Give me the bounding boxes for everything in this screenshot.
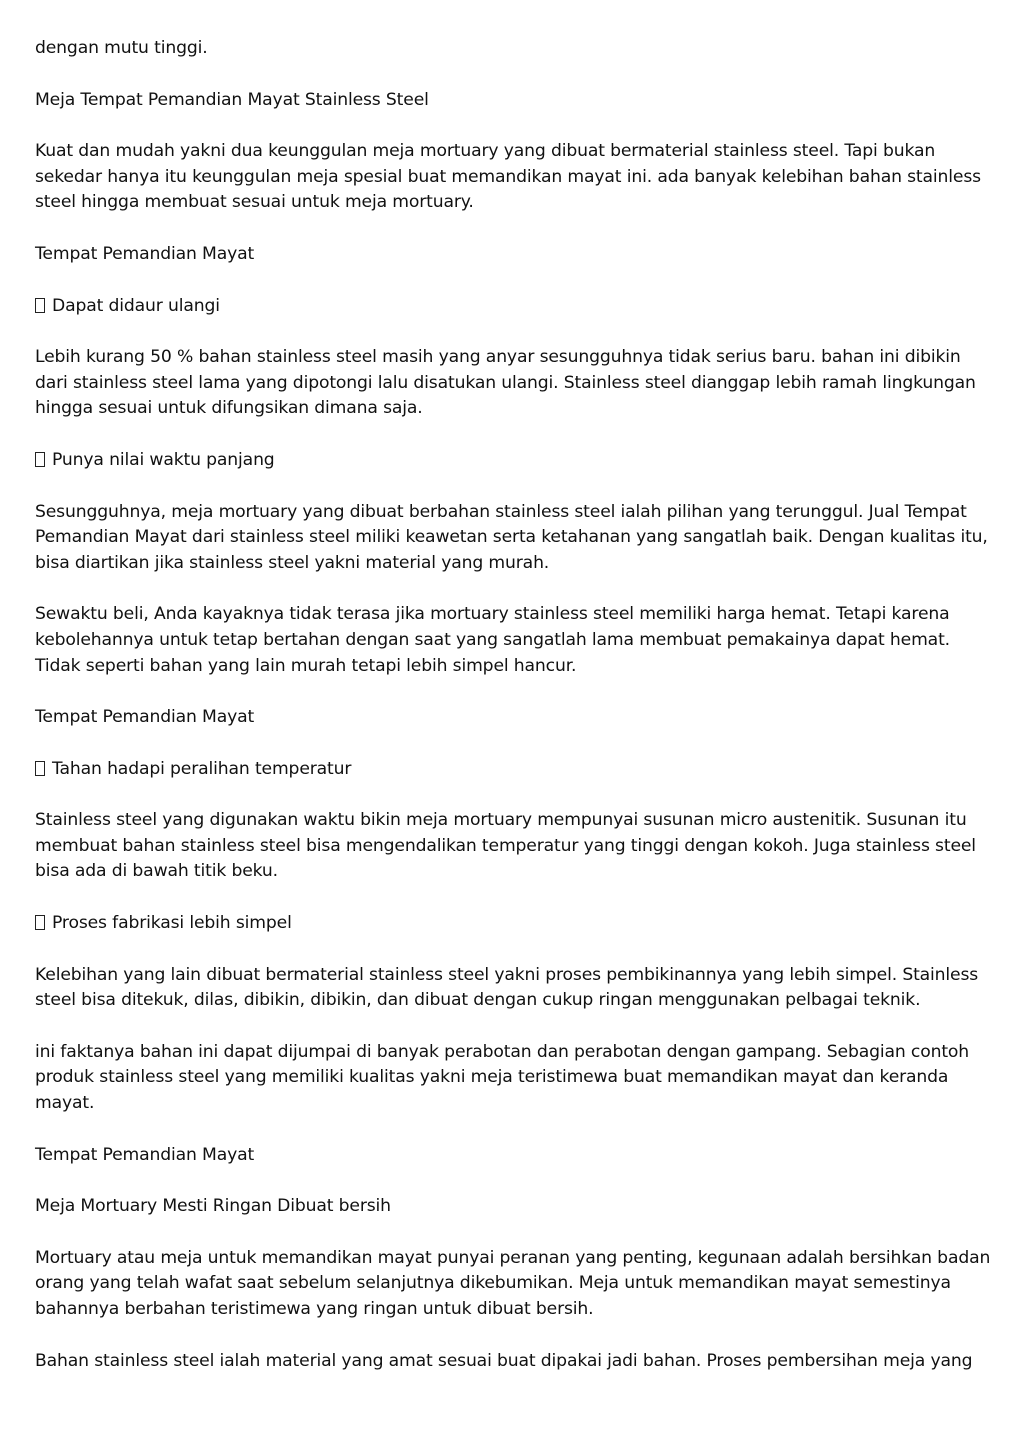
paragraph-intro-end: dengan mutu tinggi. xyxy=(35,38,208,58)
missing-glyph-icon xyxy=(35,915,45,930)
missing-glyph-icon xyxy=(35,452,45,467)
bullet-temperature xyxy=(35,757,994,783)
missing-glyph-icon xyxy=(35,761,45,776)
paragraph-temperature: Stainless steel yang digunakan waktu bikin meja mortuary mempunyai susunan micro austenitik. Susunan itu membuat bahan stainless steel bisa mengendalikan temperatur yang tinggi dengan kokoh. Juga stainless steel bisa ada di bawah titik beku. xyxy=(35,810,976,882)
bullet-long-life xyxy=(35,448,994,474)
bullet-label: Punya nilai waktu panjang xyxy=(52,449,275,470)
section-heading-tempat-1: Tempat Pemandian Mayat xyxy=(35,243,255,264)
paragraph-long-life: Sesungguhnya, meja mortuary yang dibuat berbahan stainless steel ialah pilihan yang terunggul. Jual Tempat Pemandian Mayat dari stainless steel miliki keawetan serta ketahanan yang sangatlah baik. Dengan kualitas itu, bisa diartikan jika stainless steel yakni material yang murah. xyxy=(35,501,988,573)
paragraph-price: Sewaktu beli, Anda kayaknya tidak terasa jika mortuary stainless steel memiliki harga hemat. Tetapi karena kebolehannya untuk tetap bertahan dengan saat yang sangatlah lama membuat pemakainya dapat hemat. Tidak seperti bahan yang lain murah tetapi lebih simpel hancur. xyxy=(35,604,950,676)
section-heading-stainless-table: Meja Tempat Pemandian Mayat Stainless Steel xyxy=(35,89,429,110)
paragraph-advantages: Kuat dan mudah yakni dua keunggulan meja mortuary yang dibuat bermaterial stainless steel. Tapi bukan sekedar hanya itu keunggulan meja spesial buat memandikan mayat ini. ada banyak kelebihan bahan stainless steel hingga membuat sesuai untuk meja mortuary. xyxy=(35,141,981,213)
bullet-label: Dapat didaur ulangi xyxy=(52,295,220,316)
bullet-recyclable xyxy=(35,294,994,320)
section-heading-cleaning: Meja Mortuary Mesti Ringan Dibuat bersih xyxy=(35,1196,391,1217)
section-heading-tempat-3: Tempat Pemandian Mayat xyxy=(35,1144,255,1165)
bullet-label: Tahan hadapi peralihan temperatur xyxy=(52,758,352,779)
section-heading-tempat-2: Tempat Pemandian Mayat xyxy=(35,707,255,728)
missing-glyph-icon xyxy=(35,298,45,313)
paragraph-recyclable: Lebih kurang 50 % bahan stainless steel masih yang anyar sesungguhnya tidak serius baru. bahan ini dibikin dari stainless steel lama yang dipotongi lalu disatukan ulangi. Stainless steel dianggap lebih ramah lingkungan hingga sesuai untuk difungsikan dimana saja. xyxy=(35,347,976,419)
paragraph-material-suitable: Bahan stainless steel ialah material yang amat sesuai buat dipakai jadi bahan. Proses pembersihan meja yang xyxy=(35,1350,973,1371)
paragraph-mortuary-role: Mortuary atau meja untuk memandikan mayat punyai peranan yang penting, kegunaan adalah bersihkan badan orang yang telah wafat saat sebelum selanjutnya dikebumikan. Meja untuk memandikan mayat semestinya bahannya berbahan teristimewa yang ringan untuk dibuat bersih. xyxy=(35,1247,991,1319)
bullet-fabrication xyxy=(35,911,994,937)
bullet-label: Proses fabrikasi lebih simpel xyxy=(52,913,292,934)
paragraph-fabrication: Kelebihan yang lain dibuat bermaterial stainless steel yakni proses pembikinannya yang lebih simpel. Stainless steel bisa ditekuk, dilas, dibikin, dibikin, dan dibuat dengan cukup ringan menggunakan pelbagai teknik. xyxy=(35,964,979,1011)
paragraph-products: ini faktanya bahan ini dapat dijumpai di banyak perabotan dan perabotan dengan gampang. Sebagian contoh produk stainless steel yang memiliki kualitas yakni meja teristimewa buat memandikan mayat dan keranda mayat. xyxy=(35,1041,970,1114)
